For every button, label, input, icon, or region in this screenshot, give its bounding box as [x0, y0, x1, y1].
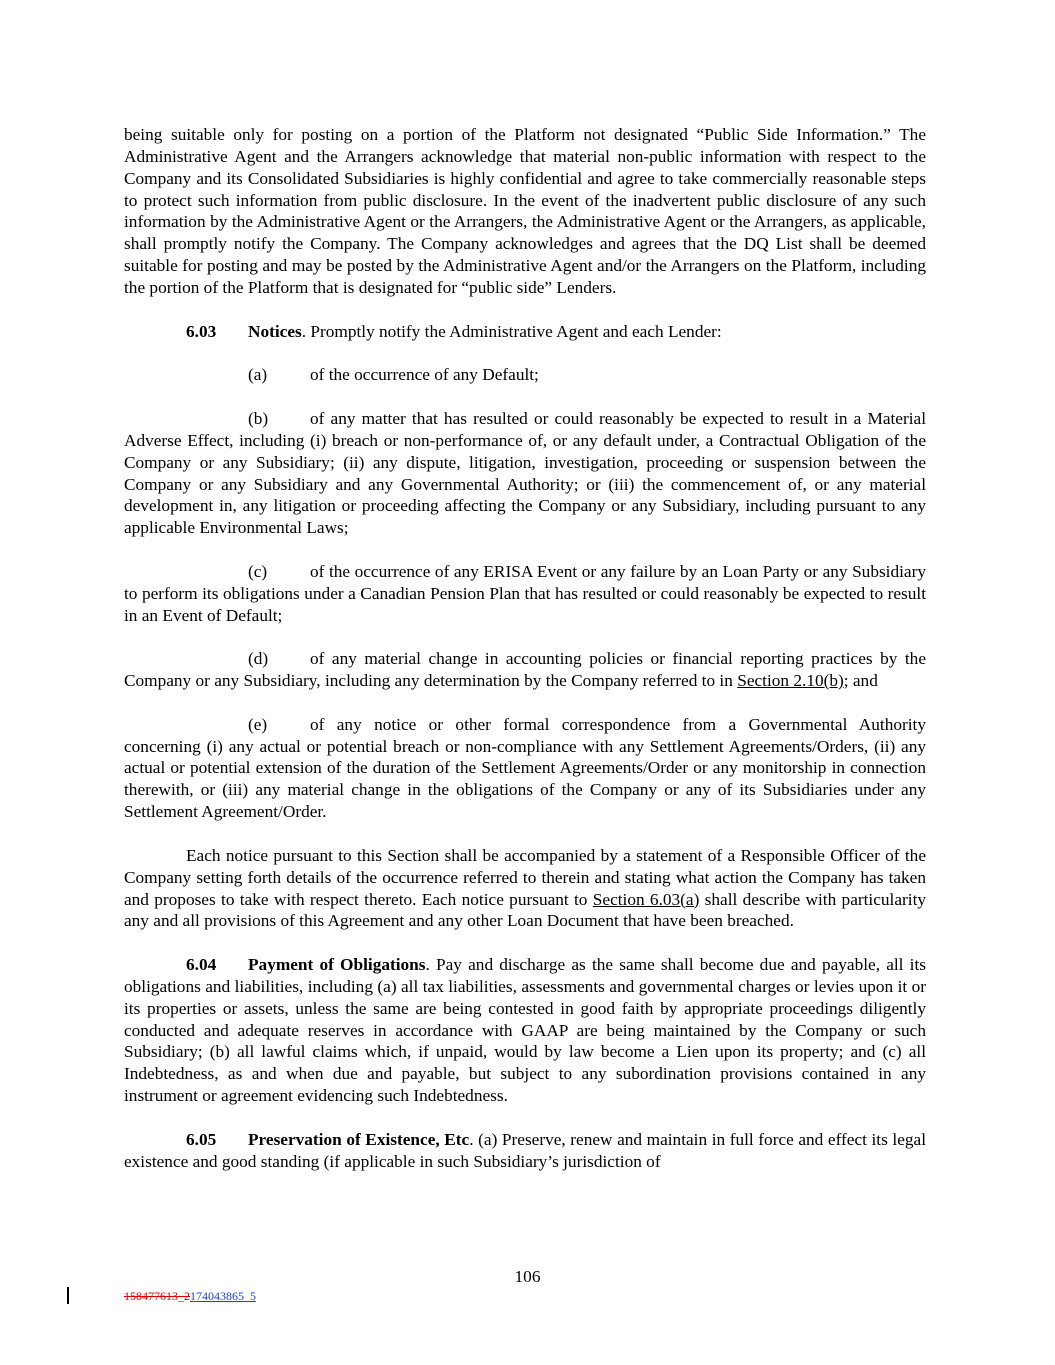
page-number: 106: [514, 1267, 541, 1286]
clause-d-text: of any material change in accounting policies or financial reporting practices by the Company or any Subsidiary, including any determination by the Company referred to in: [124, 649, 926, 691]
section-6-03-heading: [124, 321, 926, 343]
clause-e-label: (e): [248, 714, 268, 734]
section-6-04-title: Payment of Obligations: [248, 955, 426, 975]
paragraph-each-notice: [124, 845, 926, 932]
document-id-inserted: 174043865_5: [190, 1289, 256, 1303]
clause-6-03-c: [124, 561, 926, 627]
section-6-05-number: 6.05: [186, 1129, 217, 1149]
section-6-05-title: Preservation of Existence, Etc: [248, 1129, 470, 1149]
clause-c-text: of the occurrence of any ERISA Event or any failure by an Loan Party or any Subsidiary to perform its obligations under a Canadian Pension Plan that has resulted or could reasonably be expected to result in an Event of Default;: [124, 561, 926, 625]
each-notice-text-1: Each notice pursuant to this Section shall be accompanied by a statement of a Responsible Officer of the Company setting forth details of the occurrence referred to therein and stating what action the Company has taken and proposes to take with respect thereto. Each notice pursuant to: [124, 845, 926, 909]
clause-b-label: (b): [248, 408, 269, 428]
section-2-10-b-reference: Section 2.10(b): [737, 671, 844, 691]
change-bar: [67, 1287, 69, 1304]
clause-6-03-b: [124, 408, 926, 539]
paragraph-intro: being suitable only for posting on a portion of the Platform not designated “Public Side Information.” The Administrative Agent and the Arrangers acknowledge that material non-public information with respect to the Company and its Consolidated Subsidiaries is highly confidential and agree to take commercially reasonable steps to protect such information from public disclosure. In the event of the inadvertent public disclosure of any such information by the Administrative Agent or the Arrangers, the Administrative Agent or the Arrangers, as applicable, shall promptly notify the Company. The Company acknowledges and agrees that the DQ List shall be deemed suitable for posting and may be posted by the Administrative Agent and/or the Arrangers on the Platform, including the portion of the Platform that is designated for “public side” Lenders.: [124, 125, 926, 297]
clause-d-tail: ; and: [843, 671, 878, 691]
section-6-04-text: . Pay and discharge as the same shall become due and payable, all its obligations and liabilities, including (a) all tax liabilities, assessments and governmental charges or levies upon it or its properties or assets, unless the same are being contested in good faith by appropriate proceedings diligently conducted and adequate reserves in accordance with GAAP are being maintained by the Company or such Subsidiary; (b) all lawful claims which, if unpaid, would by law become a Lien upon its property; and (c) all Indebtedness, as and when due and payable, but subject to any subordination provisions contained in any instrument or agreement evidencing such Indebtedness.: [124, 955, 926, 1106]
section-6-03-number: 6.03: [186, 321, 217, 341]
clause-e-text: of any notice or other formal correspondence from a Governmental Authority concerning (i) any actual or potential breach or non-compliance with any Settlement Agreements/Orders, (ii) any actual or potential extension of the duration of the Settlement Agreements/Order or any monitorship in connection therewith, or (iii) any material change in the obligations of the Company or any of its Subsidiaries under any Settlement Agreement/Order.: [124, 714, 926, 822]
clause-6-03-d: [124, 648, 926, 692]
section-6-04-number: 6.04: [186, 955, 217, 975]
clause-a-label: (a): [248, 365, 268, 385]
page-body: [124, 124, 926, 1194]
section-6-04: [124, 954, 926, 1107]
section-6-03-a-reference: Section 6.03(a): [592, 889, 700, 909]
document-id: [124, 1289, 256, 1304]
clause-a-text: of the occurrence of any Default;: [310, 365, 539, 385]
document-id-deleted: 158477613_2: [124, 1289, 190, 1303]
clause-6-03-e: [124, 714, 926, 823]
section-6-05: [124, 1129, 926, 1173]
clause-d-label: (d): [248, 649, 269, 669]
each-notice-text-2: shall describe with particularity any and all provisions of this Agreement and any other Loan Document that have been breached.: [124, 889, 927, 931]
section-6-03-text: . Promptly notify the Administrative Agent and each Lender:: [301, 321, 722, 341]
section-6-03-title: Notices: [248, 321, 302, 341]
clause-b-text: of any matter that has resulted or could reasonably be expected to result in a Material Adverse Effect, including (i) breach or non-performance of, or any default under, a Contractual Obligation of the Company or any Subsidiary; (ii) any dispute, litigation, investigation, proceeding or suspension between the Company or any Subsidiary and any Governmental Authority; or (iii) the commencement of, or any material development in, any litigation or proceeding affecting the Company or any Subsidiary, including pursuant to any applicable Environmental Laws;: [124, 408, 926, 538]
clause-6-03-a: [248, 364, 926, 386]
section-6-05-text: . (a) Preserve, renew and maintain in full force and effect its legal existence and good standing (if applicable in such Subsidiary’s jurisdiction of: [124, 1129, 926, 1171]
clause-c-label: (c): [248, 561, 268, 581]
